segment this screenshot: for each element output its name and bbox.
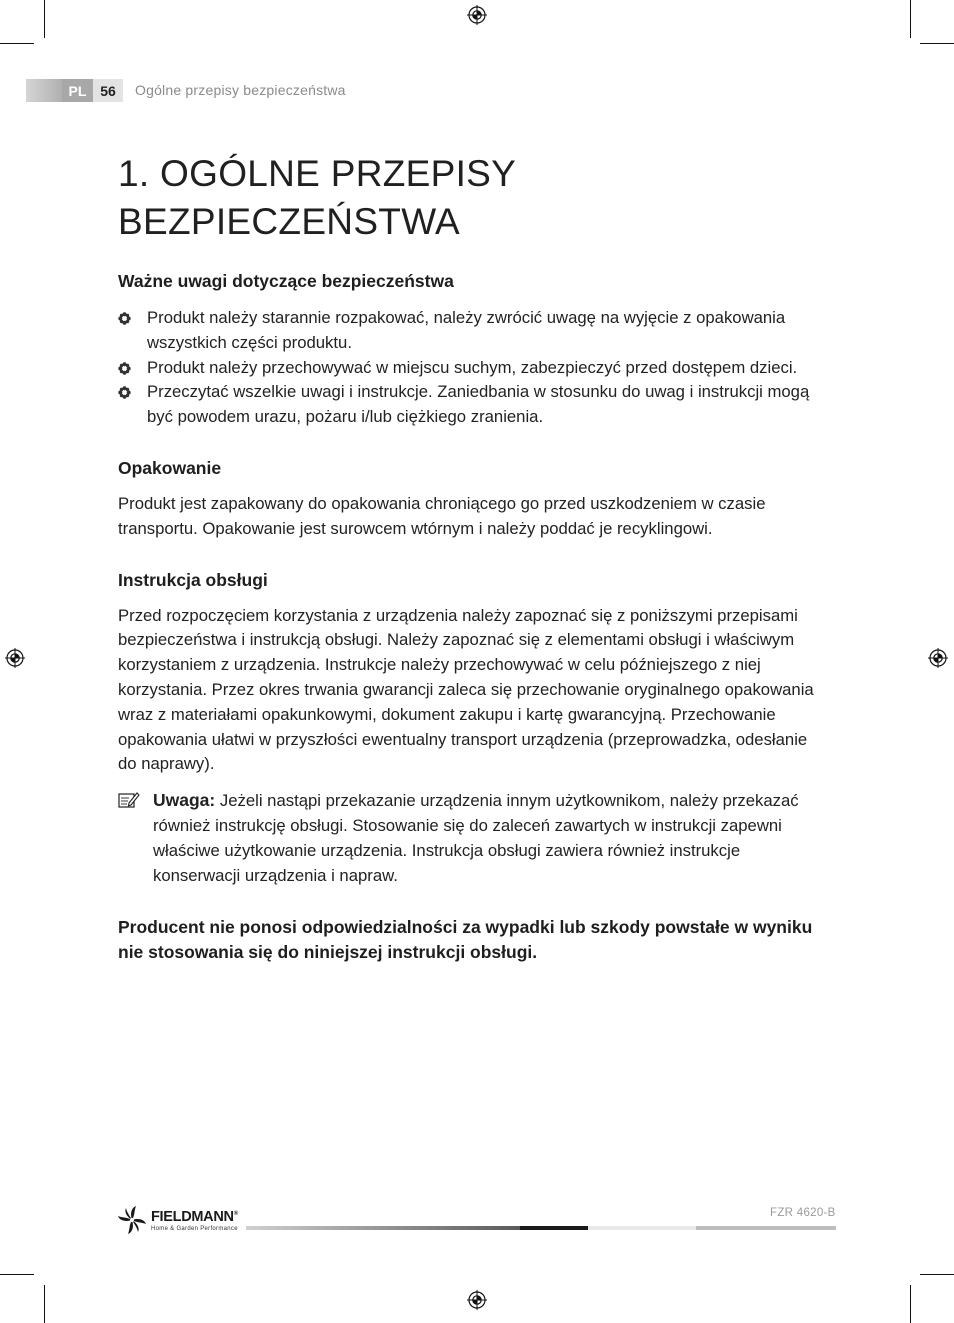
list-item <box>118 306 828 356</box>
safety-list <box>118 306 828 430</box>
list-item <box>118 356 828 381</box>
brand-wordmark <box>151 1207 238 1233</box>
crop-mark <box>0 43 34 44</box>
manual-heading: Instrukcja obsługi <box>118 569 268 590</box>
registration-mark-icon <box>467 1290 487 1310</box>
crop-mark <box>920 43 954 44</box>
flower-bullet-icon <box>118 362 131 375</box>
note-label: Uwaga: <box>153 790 216 811</box>
list-item-text: Produkt należy starannie rozpakować, należy zwrócić uwagę na wyjęcie z opakowania wszystkich części produktu. <box>147 308 786 352</box>
flower-bullet-icon <box>118 312 131 325</box>
registration-mark-icon <box>928 648 948 668</box>
list-item-text: Produkt należy przechowywać w miejscu suchym, zabezpieczyć przed dostępem dzieci. <box>147 357 798 377</box>
brand-tagline: Home & Garden Performance <box>151 1225 238 1232</box>
page-title: 1. OGÓLNE PRZEPISY BEZPIECZEŃSTWA <box>118 153 516 242</box>
rule-segment <box>696 1226 836 1230</box>
liability-disclaimer: Producent nie ponosi odpowiedzialności za wypadki lub szkody powstałe w wyniku nie stosowania się do niniejszej instrukcji obsługi. <box>118 917 813 963</box>
page-number: 56 <box>93 79 123 102</box>
registration-mark-icon <box>467 5 487 25</box>
fan-logo-icon <box>117 1205 147 1235</box>
rule-segment <box>520 1226 588 1230</box>
page-content <box>118 150 828 965</box>
rule-segment <box>588 1226 696 1230</box>
crop-mark <box>910 1285 911 1323</box>
manual-paragraph: Przed rozpoczęciem korzystania z urządzenia należy zapoznać się z poniższymi przepisami bezpieczeństwa i instrukcją obsługi. Należy zapoznać się z elementami obsługi i właściwym korzystaniem z urządzenia. Instrukcje należy przechowywać w celu późniejszego z niej korzystania. Przez okres trwania gwarancji zaleca się przechowanie oryginalnego opakowania wraz z materiałami opakunkowymi, dokument zakupu i kartę gwarancyjną. Przechowanie opakowania ułatwi w przyszłości ewentualny transport urządzenia (przeprowadzka, odesłanie do naprawy). <box>118 605 814 774</box>
note-pencil-icon <box>118 791 140 809</box>
running-header <box>26 79 123 102</box>
packaging-heading: Opakowanie <box>118 457 222 478</box>
packaging-paragraph: Produkt jest zapakowany do opakowania chroniącego go przed uszkodzeniem w czasie transportu. Opakowanie jest surowcem wtórnym i należy poddać je recyklingowi. <box>118 493 766 538</box>
safety-heading: Ważne uwagi dotyczące bezpieczeństwa <box>118 271 454 291</box>
footer-rule <box>246 1226 836 1230</box>
brand-logo <box>117 1205 238 1235</box>
language-code: PL <box>62 79 93 102</box>
flower-bullet-icon <box>118 386 131 399</box>
crop-mark <box>44 1285 45 1323</box>
brand-name: FIELDMANN <box>151 1208 234 1225</box>
list-item <box>118 380 828 430</box>
crop-mark <box>44 0 45 38</box>
crop-mark <box>920 1274 954 1275</box>
crop-mark <box>0 1274 34 1275</box>
trademark-symbol: ® <box>233 1211 238 1218</box>
note-block <box>118 788 828 888</box>
rule-segment <box>246 1226 520 1230</box>
note-text: Jeżeli nastąpi przekazanie urządzenia innym użytkownikom, należy przekazać również instrukcję obsługi. Stosowanie się do zaleceń zawartych w instrukcji zapewni właściwe użytkowanie urządzenia. Instrukcja obsługi zawiera również instrukcje konserwacji urządzenia i napraw. <box>153 791 799 885</box>
crop-mark <box>910 0 911 38</box>
header-tab-decoration <box>26 79 62 102</box>
list-item-text: Przeczytać wszelkie uwagi i instrukcje. Zaniedbania w stosunku do uwag i instrukcji mogą być powodem urazu, pożaru i/lub ciężkiego zranienia. <box>147 382 810 427</box>
model-number: FZR 4620-B <box>770 1207 836 1219</box>
header-section-title: Ogólne przepisy bezpieczeństwa <box>135 82 346 98</box>
registration-mark-icon <box>5 648 25 668</box>
